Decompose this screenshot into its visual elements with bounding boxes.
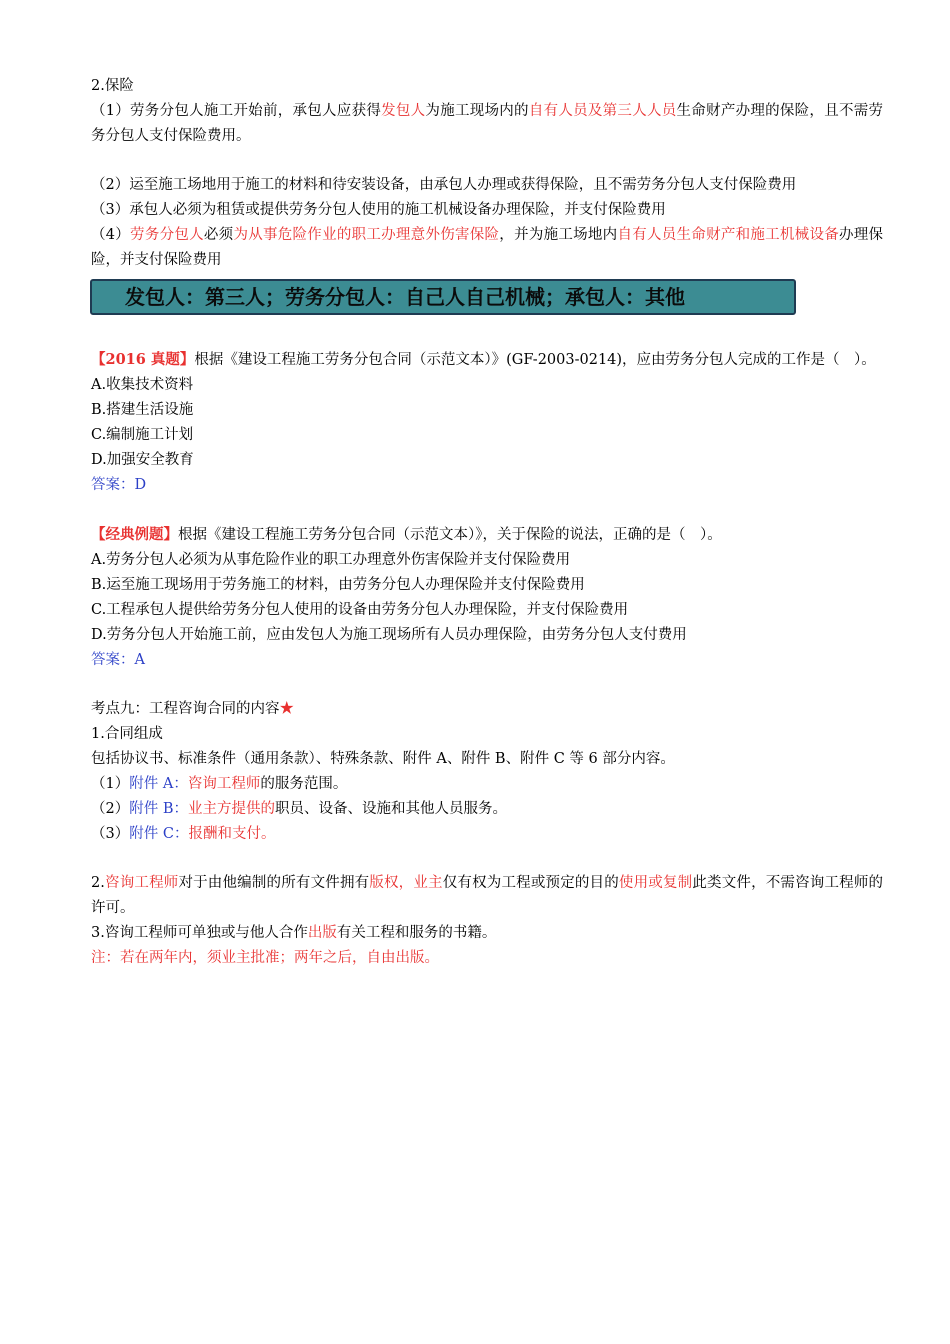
highlight-employer: 发包人: [381, 103, 426, 119]
question-1-stem: [91, 347, 883, 373]
text: 仅有权为工程或预定的目的: [442, 875, 619, 891]
highlight-consultant: 咨询工程师: [104, 875, 179, 891]
answer: 答案：A: [91, 652, 145, 668]
star-icon: ★: [279, 701, 294, 717]
annex-text: 的服务范围。: [260, 776, 348, 792]
highlight-own-third-persons: 自有人员及第三人人员: [528, 103, 677, 119]
text: 生命财产办理的保险，且不需劳务分包人支付保险费用。: [91, 103, 884, 144]
option-d: D.加强安全教育: [91, 452, 194, 468]
point-9-title: [91, 697, 883, 722]
insurance-item-3: （3）承包人必须为租赁或提供劳务分包人使用的施工机械设备办理保险，并支付保险费用: [91, 202, 666, 218]
note-paragraph: [91, 946, 883, 971]
annex-highlight: 业主方提供的: [188, 801, 275, 817]
section-title: 考点九：工程咨询合同的内容: [91, 701, 280, 717]
option-a: A.收集技术资料: [91, 377, 194, 393]
question-tag: 【经典例题】: [91, 526, 178, 543]
annex-highlight: 咨询工程师: [187, 776, 261, 792]
option-d: D.劳务分包人开始施工前，应由发包人为施工现场所有人员办理保险，由劳务分包人支付费用: [91, 627, 687, 643]
highlight-copyright-owner: 版权，业主: [369, 875, 443, 891]
annex-name: 附件 A：: [129, 776, 188, 792]
text: 有关工程和服务的书籍。: [336, 925, 497, 941]
spacer: [91, 323, 883, 347]
text: 此类文件，不需咨询工程师的许可。: [91, 875, 884, 916]
document-page: [91, 74, 883, 971]
annex-b: [91, 797, 883, 822]
question-text: 根据《建设工程施工劳务分包合同（示范文本）》(GF-2003-0214)，应由劳务分包人完成的工作是（ ）。: [194, 352, 876, 368]
annex-a: [91, 772, 883, 797]
text: 3.咨询工程师可单独或与他人合作: [91, 925, 308, 941]
option-b: B.搭建生活设施: [91, 402, 194, 418]
insurance-item-2: （2）运至施工场地用于施工的材料和待安装设备，由承包人办理或获得保险，且不需劳务分包人支付保险费用: [91, 177, 797, 193]
copyright-paragraph: [91, 871, 883, 921]
contract-composition: 包括协议书、标准条件（通用条款）、特殊条款、附件 A、附件 B、附件 C 等 6 部分内容。: [91, 751, 675, 767]
option-c: C.编制施工计划: [91, 427, 194, 443]
annex-c: [91, 822, 883, 847]
question-text: 根据《建设工程施工劳务分包合同（示范文本）》，关于保险的说法，正确的是（ ）。: [178, 527, 722, 543]
highlight-use-copy: 使用或复制: [618, 875, 693, 891]
summary-banner: 发包人：第三人；劳务分包人：自己人自己机械；承包人：其他: [90, 279, 796, 315]
text: （4）: [91, 227, 131, 243]
text: （1）劳务分包人施工开始前，承包人应获得: [91, 103, 382, 119]
option-a: A.劳务分包人必须为从事危险作业的职工办理意外伤害保险并支付保险费用: [91, 552, 571, 568]
insurance-item-4: [91, 223, 883, 273]
highlight-publish: 出版: [307, 925, 337, 941]
contract-composition-heading: 1.合同组成: [91, 726, 163, 742]
option-b: B.运至施工现场用于劳务施工的材料，由劳务分包人办理保险并支付保险费用: [91, 577, 585, 593]
option-c: C.工程承包人提供给劳务分包人使用的设备由劳务分包人办理保险，并支付保险费用: [91, 602, 629, 618]
annex-name: 附件 B：: [129, 801, 188, 817]
annex-text: 职员、设备、设施和其他人员服务。: [275, 801, 507, 817]
insurance-item-1: [91, 99, 883, 149]
highlight-accident-insurance: 为从事危险作业的职工办理意外伤害保险: [233, 227, 500, 243]
annex-num: （2）: [91, 801, 130, 817]
spacer: [91, 498, 883, 522]
text: ，并为施工场地内: [499, 227, 618, 243]
spacer: [91, 847, 883, 871]
spacer: [91, 673, 883, 697]
text: 对于由他编制的所有文件拥有: [178, 875, 370, 891]
publish-paragraph: [91, 921, 883, 946]
spacer: [91, 149, 883, 173]
answer: 答案：D: [91, 477, 147, 493]
annex-num: （1）: [91, 776, 130, 792]
text: 必须: [203, 227, 234, 243]
annex-name: 附件 C：: [129, 826, 189, 842]
question-tag: 【2016 真题】: [91, 351, 195, 368]
text: 办理保险，并支付保险费用: [91, 227, 884, 268]
annex-highlight: 报酬和支付。: [188, 826, 276, 842]
question-2-stem: [91, 522, 883, 548]
text: 2.: [91, 875, 105, 891]
note-label: 注：若: [91, 950, 135, 966]
annex-num: （3）: [91, 826, 130, 842]
highlight-own-personnel-machinery: 自有人员生命财产和施工机械设备: [617, 227, 839, 243]
insurance-heading: 2.保险: [91, 78, 134, 94]
text: 为施工现场内的: [425, 103, 529, 119]
note-text: 在两年内，须业主批准；两年之后，自由出版。: [134, 950, 439, 966]
highlight-subcontractor: 劳务分包人: [130, 227, 204, 243]
